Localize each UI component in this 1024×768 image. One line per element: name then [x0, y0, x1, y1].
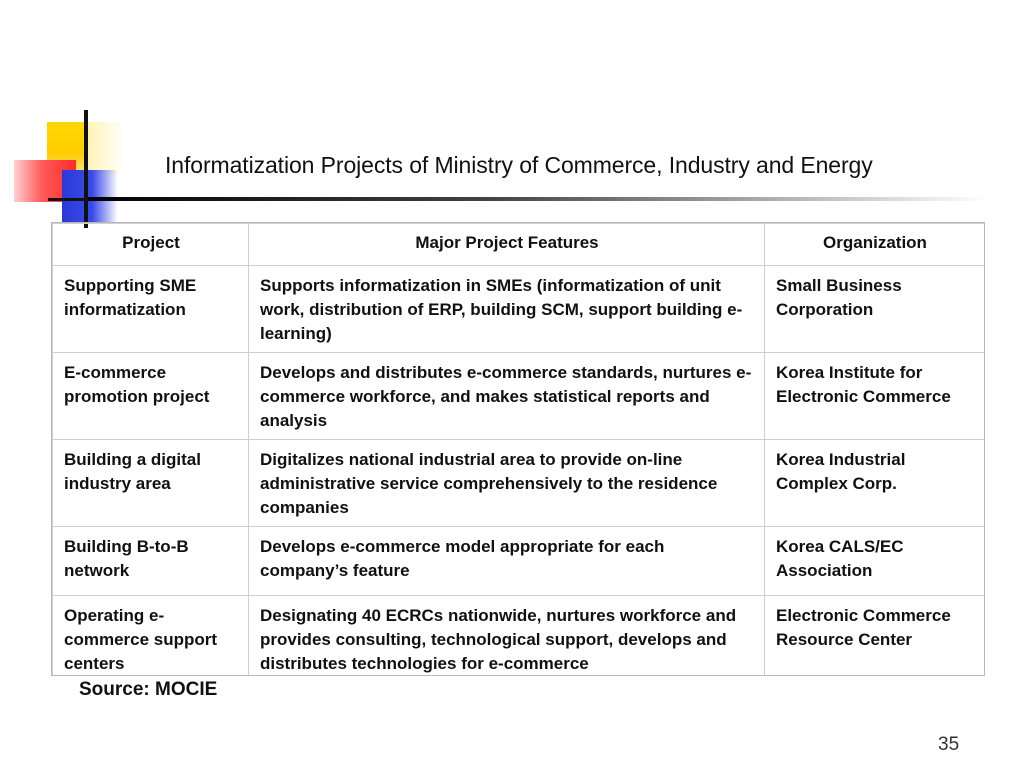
table-header-row	[53, 224, 985, 266]
source-note: Source: MOCIE	[79, 679, 218, 700]
cell-organization: Electronic Commerce Resource Center	[765, 596, 985, 677]
logo-vertical-bar	[84, 110, 88, 228]
cell-features: Supports informatization in SMEs (informatization of unit work, distribution of ERP, building SCM, support building e-learning)	[249, 266, 765, 353]
table-row	[53, 596, 985, 677]
cell-project: Building B-to-B network	[53, 527, 249, 596]
cell-project: Building a digital industry area	[53, 440, 249, 527]
title-underline	[88, 197, 988, 201]
cell-organization: Korea CALS/EC Association	[765, 527, 985, 596]
cell-project: Supporting SME informatization	[53, 266, 249, 353]
cell-features: Develops e-commerce model appropriate for each company’s feature	[249, 527, 765, 596]
cell-organization: Korea Institute for Electronic Commerce	[765, 353, 985, 440]
projects-table-container	[51, 222, 985, 676]
slide-title: Informatization Projects of Ministry of Commerce, Industry and Energy	[165, 152, 873, 178]
table-row	[53, 527, 985, 596]
header-features: Major Project Features	[249, 224, 765, 266]
projects-table	[52, 223, 985, 676]
table-row	[53, 353, 985, 440]
header-project: Project	[53, 224, 249, 266]
cell-organization: Small Business Corporation	[765, 266, 985, 353]
yellow-fade	[85, 122, 125, 174]
blue-square	[62, 170, 117, 222]
table-row	[53, 440, 985, 527]
cell-project: Operating e-commerce support centers	[53, 596, 249, 677]
decorative-logo	[0, 100, 140, 230]
cell-project: E-commerce promotion project	[53, 353, 249, 440]
table-row	[53, 266, 985, 353]
cell-features: Digitalizes national industrial area to provide on-line administrative service comprehensively to the residence companies	[249, 440, 765, 527]
header-organization: Organization	[765, 224, 985, 266]
cell-organization: Korea Industrial Complex Corp.	[765, 440, 985, 527]
cell-features: Designating 40 ECRCs nationwide, nurtures workforce and provides consulting, technological support, develops and distributes technologies for e-commerce	[249, 596, 765, 677]
cell-features: Develops and distributes e-commerce standards, nurtures e-commerce workforce, and makes statistical reports and analysis	[249, 353, 765, 440]
page-number: 35	[938, 734, 960, 755]
